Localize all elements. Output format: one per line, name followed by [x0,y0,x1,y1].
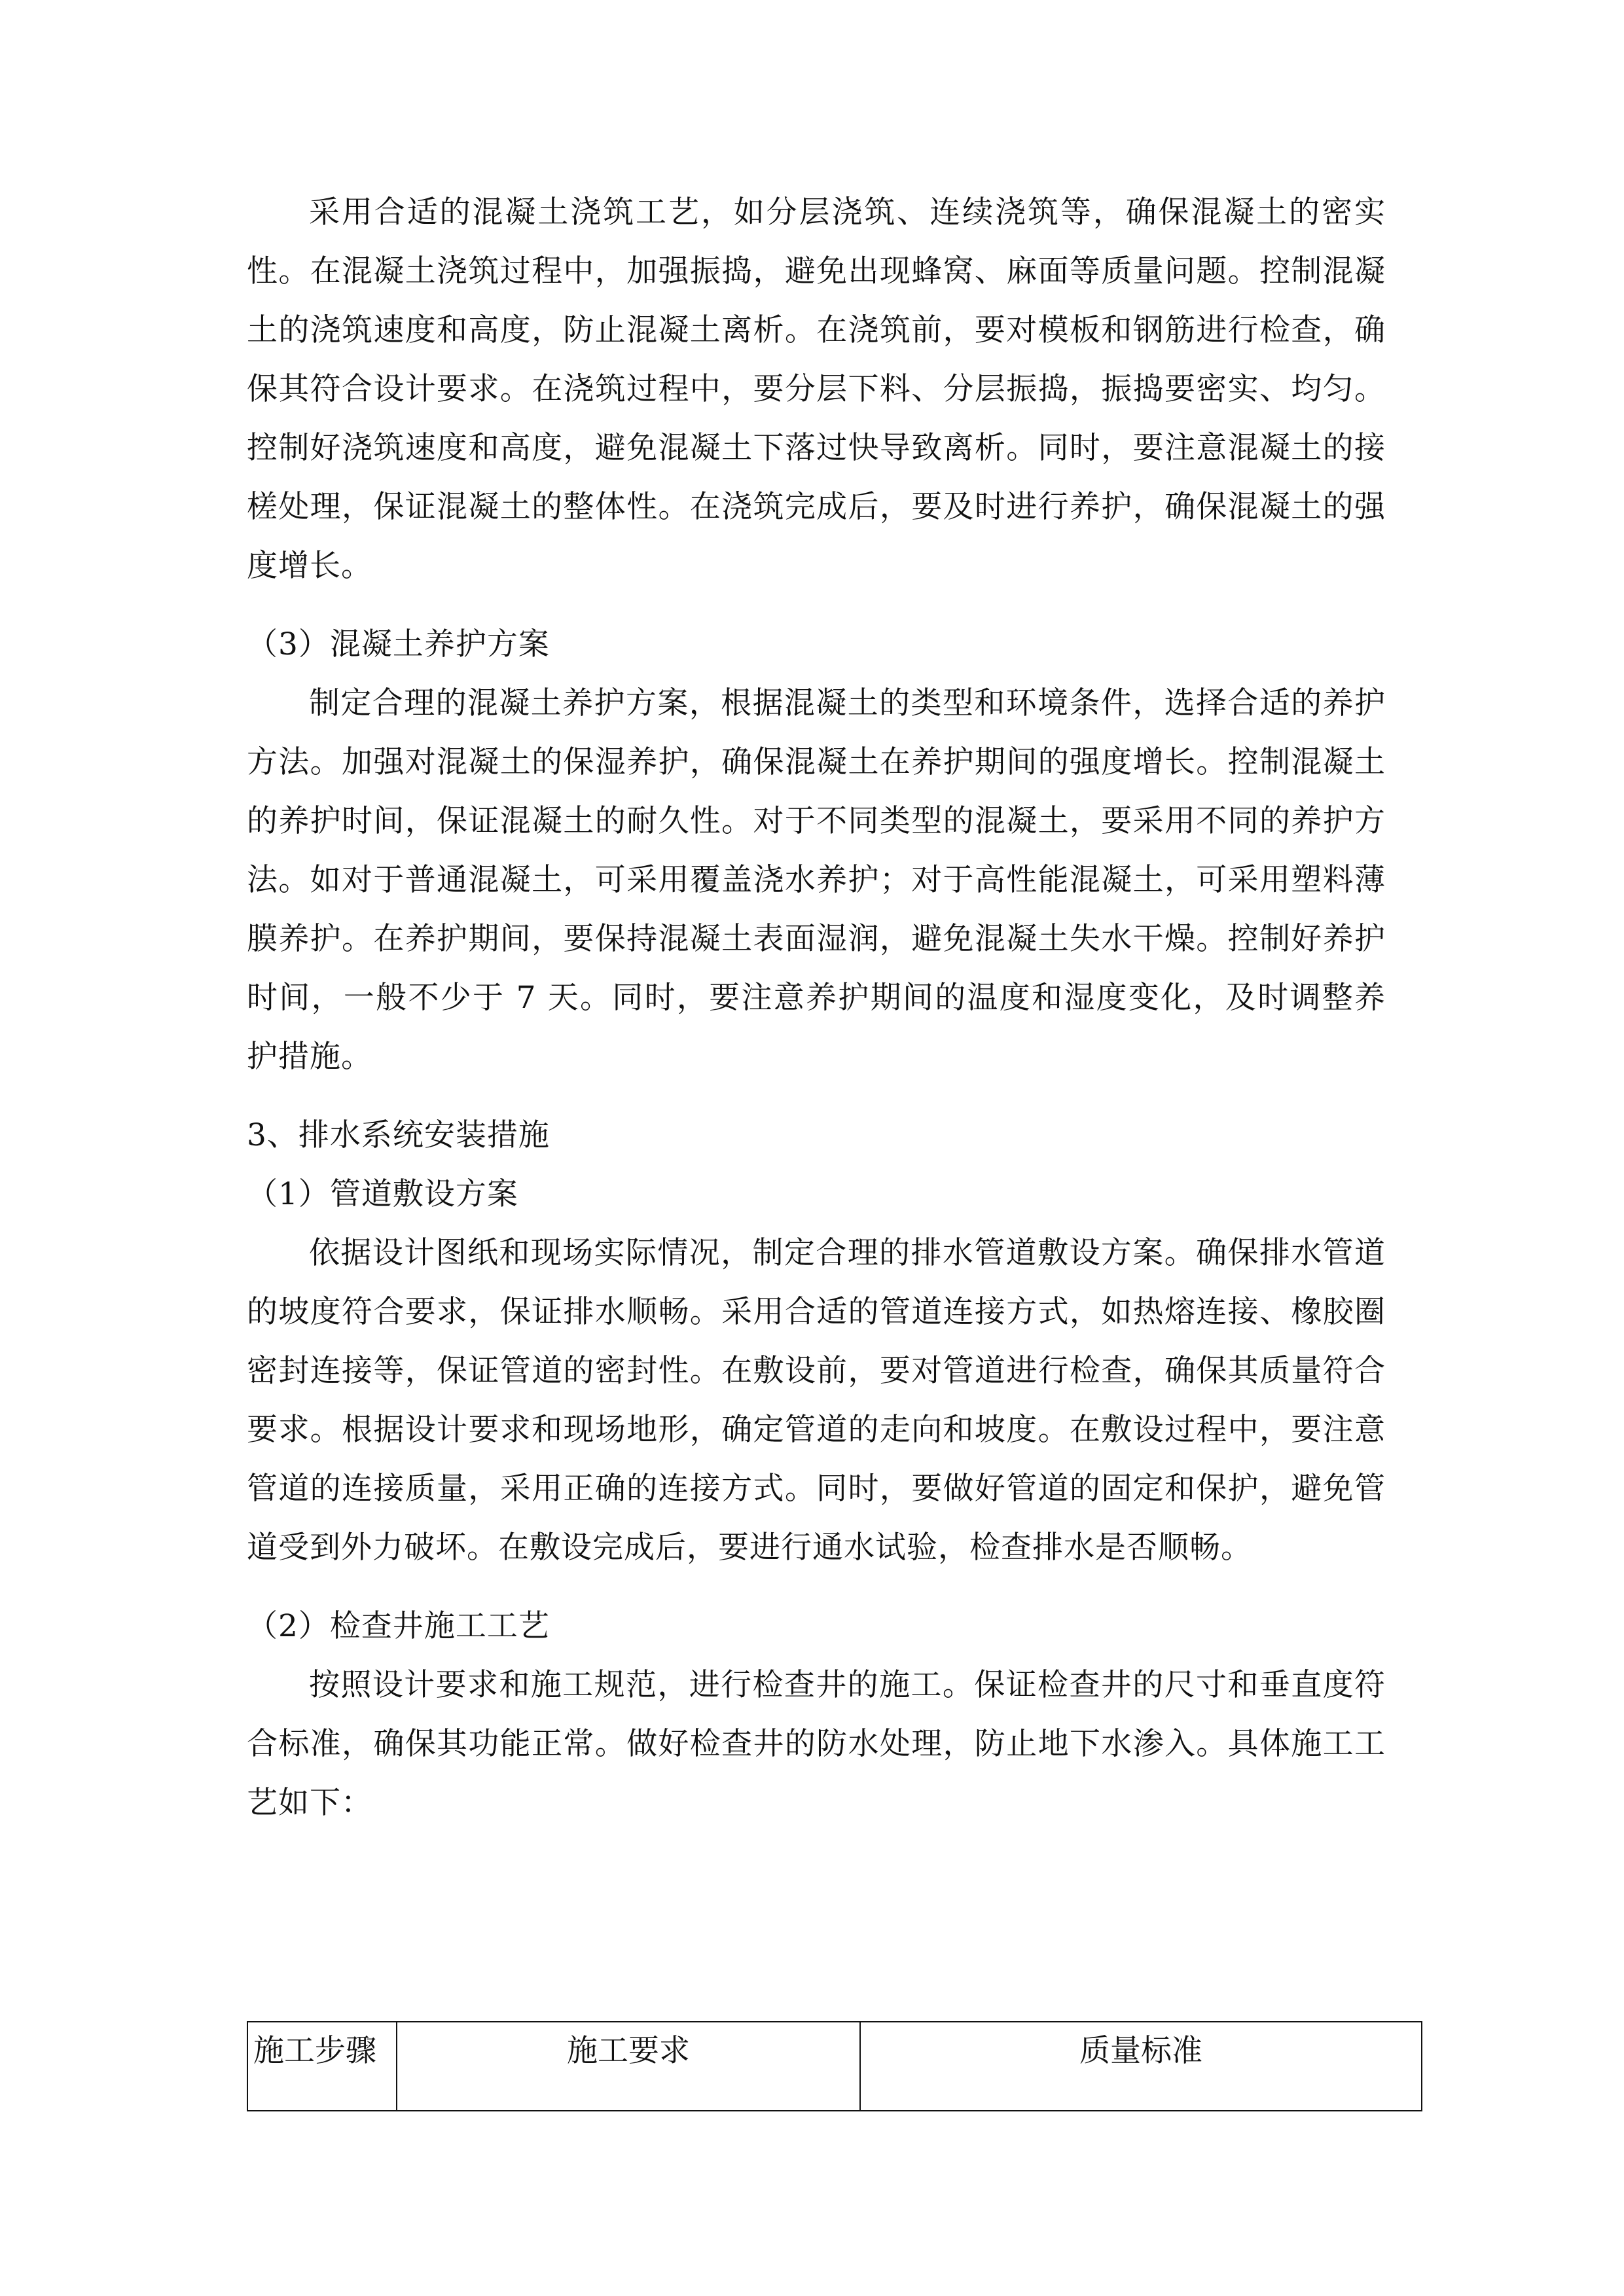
heading-inspection-well-process: （2）检查井施工工艺 [247,1608,550,1644]
table-header-step: 施工步骤 [247,2022,397,2111]
table-header-row [247,2022,1422,2111]
table-header-requirement: 施工要求 [397,2022,860,2111]
heading-concrete-curing-plan: （3）混凝土养护方案 [247,626,550,662]
heading-drainage-installation: 3、排水系统安装措施 [247,1117,550,1153]
construction-process-table [247,2021,1422,2111]
document-body [247,183,1386,1833]
paragraph-concrete-curing: 制定合理的混凝土养护方案，根据混凝土的类型和环境条件，选择合适的养护方法。加强对混凝土的保湿养护，确保混凝土在养护期间的强度增长。控制混凝土的养护时间，保证混凝土的耐久性。对于不同类型的混凝土，要采用不同的养护方法。如对于普通混凝土，可采用覆盖浇水养护；对于高性能混凝土，可采用塑料薄膜养护。在养护期间，要保持混凝土表面湿润，避免混凝土失水干燥。控制好养护时间，一般不少于 7 天。同时，要注意养护期间的温度和湿度变化，及时调整养护措施。 [247,685,1386,1075]
heading-pipe-laying-plan: （1）管道敷设方案 [247,1176,518,1212]
paragraph-concrete-pouring: 采用合适的混凝土浇筑工艺，如分层浇筑、连续浇筑等，确保混凝土的密实性。在混凝土浇筑过程中，加强振捣，避免出现蜂窝、麻面等质量问题。控制混凝土的浇筑速度和高度，防止混凝土离析。在浇筑前，要对模板和钢筋进行检查，确保其符合设计要求。在浇筑过程中，要分层下料、分层振捣，振捣要密实、均匀。控制好浇筑速度和高度，避免混凝土下落过快导致离析。同时，要注意混凝土的接槎处理，保证混凝土的整体性。在浇筑完成后，要及时进行养护，确保混凝土的强度增长。 [247,194,1386,584]
table-header-quality-standard: 质量标准 [860,2022,1422,2111]
paragraph-inspection-well: 按照设计要求和施工规范，进行检查井的施工。保证检查井的尺寸和垂直度符合标准，确保其功能正常。做好检查井的防水处理，防止地下水渗入。具体施工工艺如下： [247,1667,1386,1821]
paragraph-pipe-laying: 依据设计图纸和现场实际情况，制定合理的排水管道敷设方案。确保排水管道的坡度符合要求，保证排水顺畅。采用合适的管道连接方式，如热熔连接、橡胶圈密封连接等，保证管道的密封性。在敷设前，要对管道进行检查，确保其质量符合要求。根据设计要求和现场地形，确定管道的走向和坡度。在敷设过程中，要注意管道的连接质量，采用正确的连接方式。同时，要做好管道的固定和保护，避免管道受到外力破坏。在敷设完成后，要进行通水试验，检查排水是否顺畅。 [247,1235,1386,1566]
